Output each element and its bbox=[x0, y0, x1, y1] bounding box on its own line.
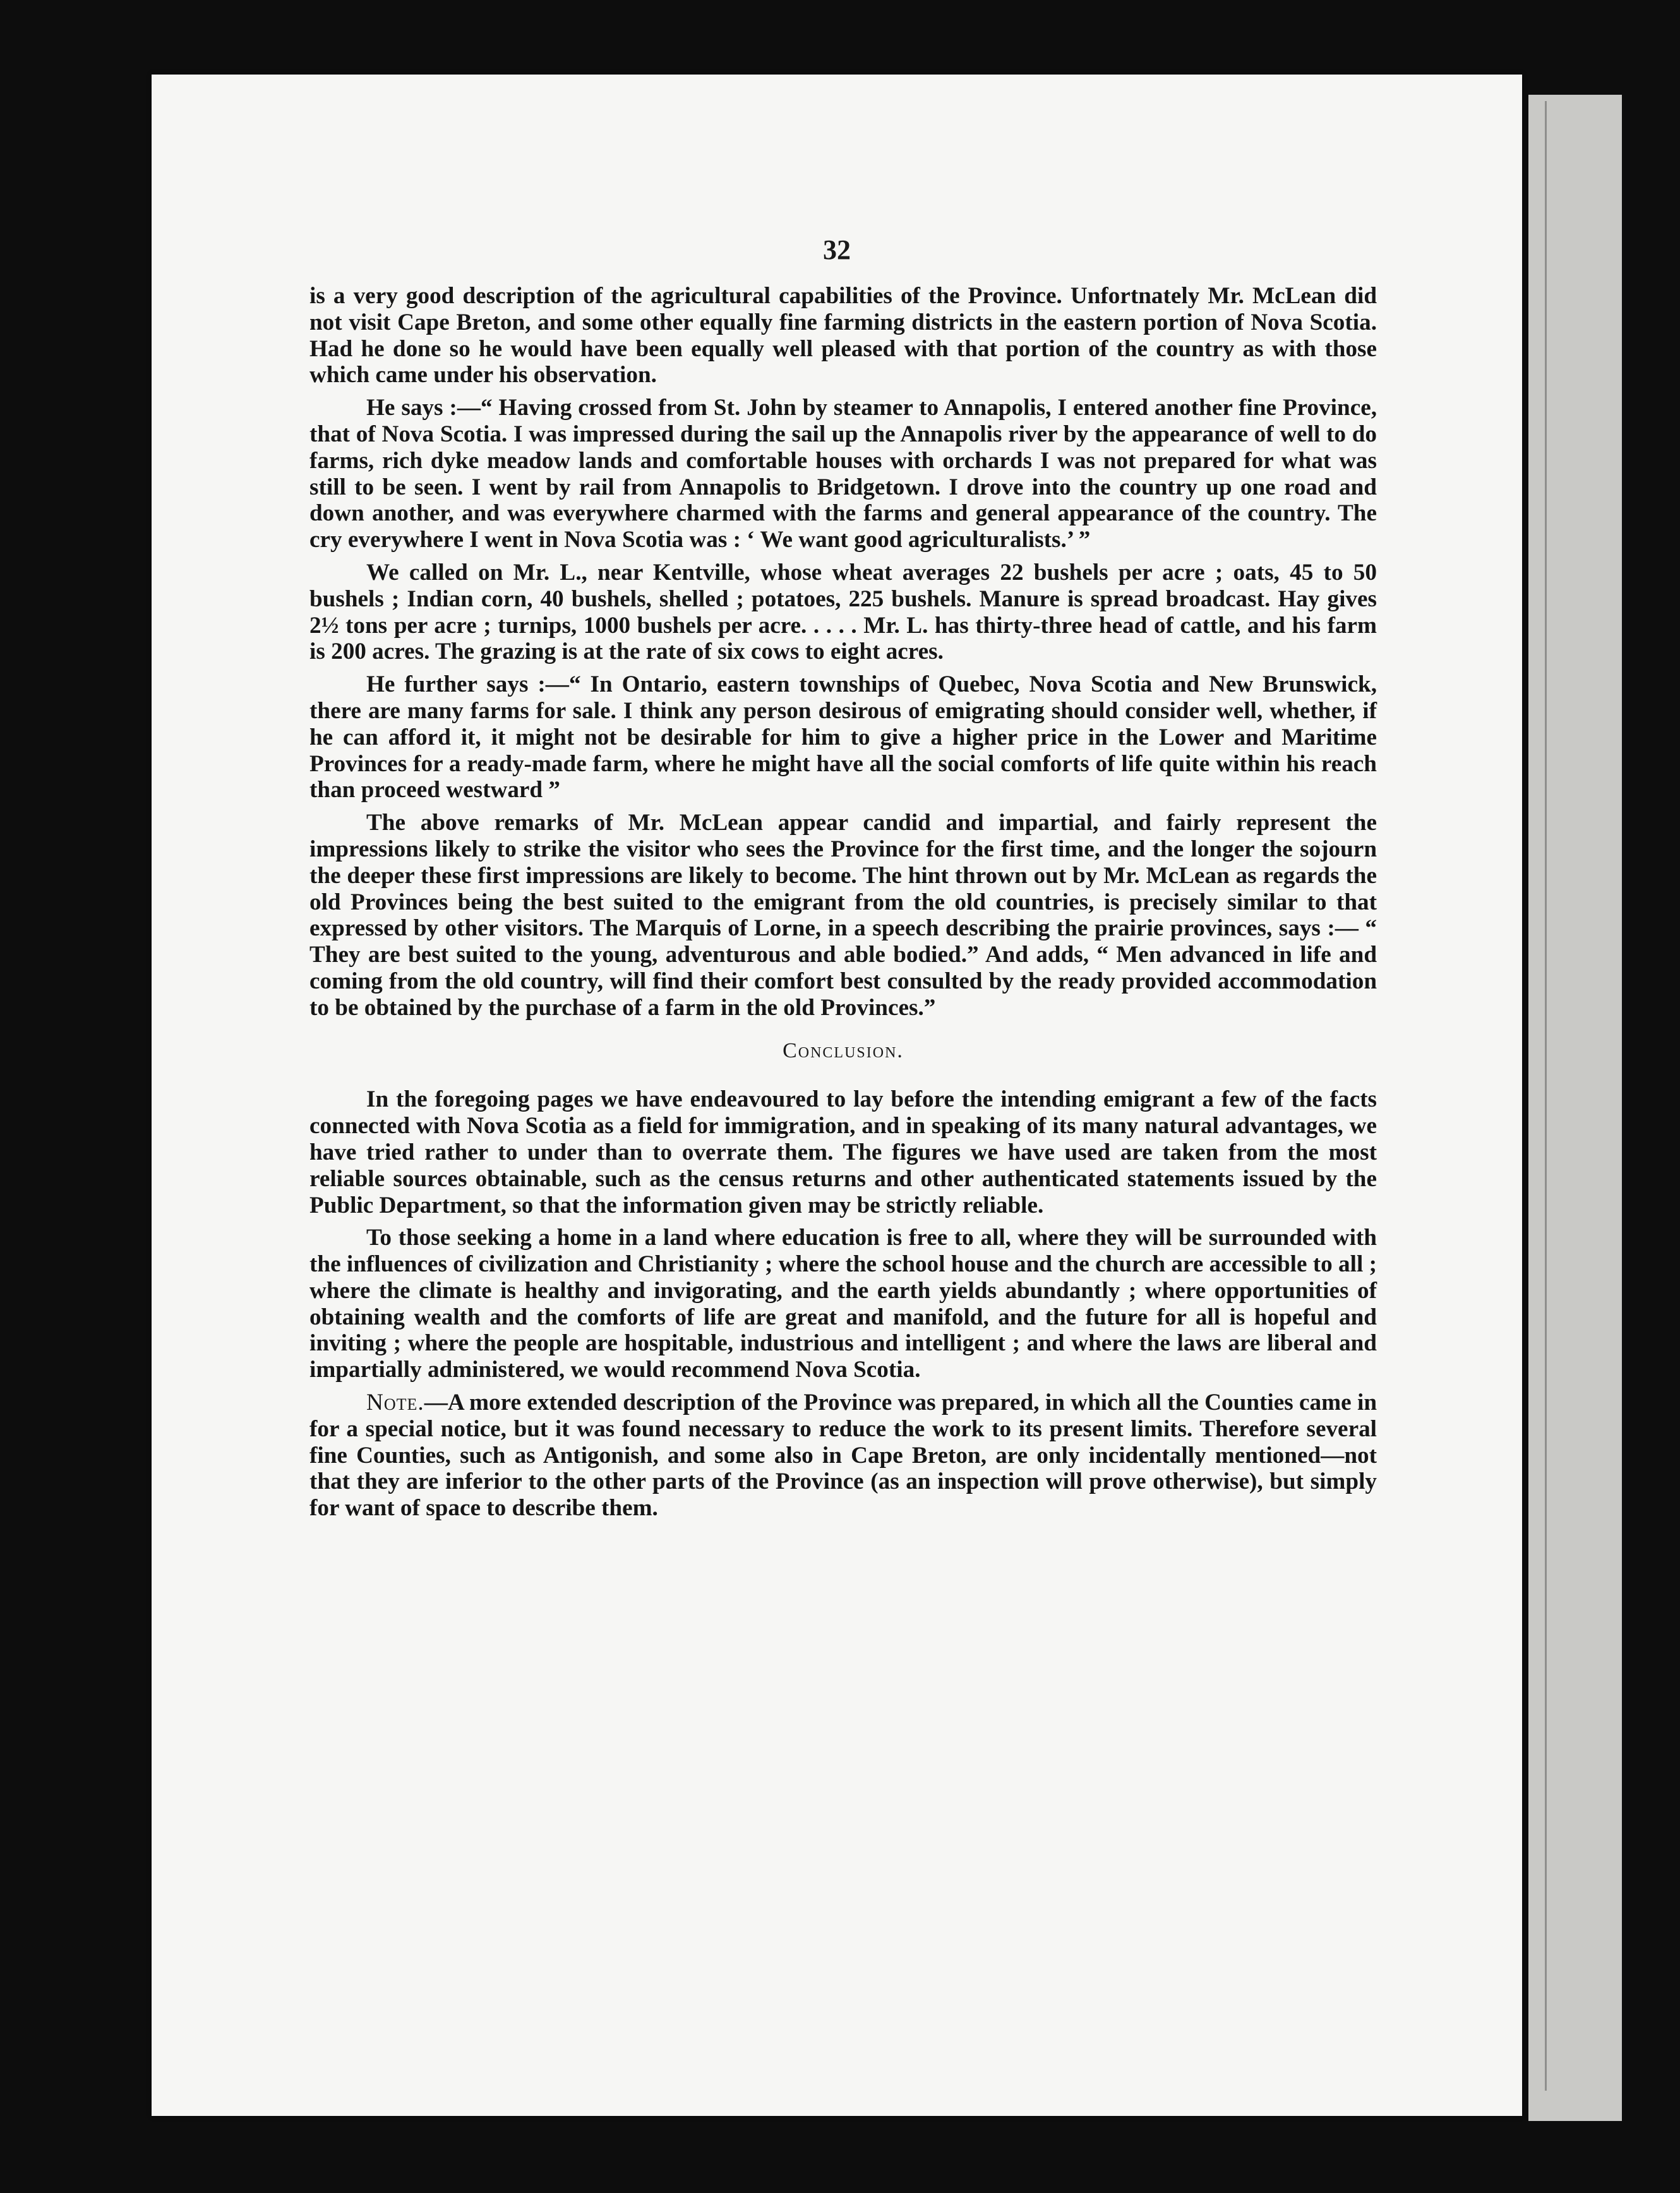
paragraph-remarks-impartial: The above remarks of Mr. McLean appear candid and impartial, and fairly represent the impressions likely to strike the visitor who sees the Province for the first time, and the longer the sojourn the deeper these first impressions are likely to become. The hint thrown out by Mr. McLean as regards the old Provinces being the best suited to the emigrant from the old countries, is precisely similar to that expressed by other visitors. The Marquis of Lorne, in a speech describing the prairie provinces, says :— “ They are best suited to the young, adventurous and able bodied.” And adds, “ Men advanced in life and coming from the old country, will find their comfort best consulted by the ready provided accommodation to be obtained by the purchase of a farm in the old Provinces.” bbox=[309, 810, 1377, 1021]
note-text: —A more extended description of the Province was prepared, in which all the Counties came in for a special notice, but it was found necessary to reduce the work to its present limits. Therefore several fine Counties, such as Antigonish, and some also in Cape Breton, are only incidentally mentioned—not that they are inferior to the other parts of the Province (as an inspection will prove otherwise), but simply for want of space to describe them. bbox=[309, 1390, 1377, 1522]
paragraph-mclean-quote-annapolis: He says :—“ Having crossed from St. John by steamer to Annapolis, I entered another fine Province, that of Nova Scotia. I was impressed during the sail up the Annapolis river by the appearance of well to do farms, rich dyke meadow lands and comfortable houses with orchards I was not prepared for what was still to be seen. I went by rail from Annapolis to Bridgetown. I drove into the country up one road and down another, and was everywhere charmed with the farms and general appearance of the country. The cry everywhere I went in Nova Scotia was : ‘ We want good agriculturalists.’ ” bbox=[309, 395, 1377, 553]
note-label: Note. bbox=[366, 1390, 424, 1416]
page-fold-line bbox=[1545, 101, 1547, 2091]
paragraph-mclean-description: is a very good description of the agricultural capabilities of the Province. Unfortnately Mr. McLean did not visit Cape Breton, and some other equally fine farming districts in the eastern portion of Nova Scotia. Had he done so he would have been equally well pleased with that portion of the country as with those which came under his observation. bbox=[309, 283, 1377, 388]
paragraph-foregoing-pages: In the foregoing pages we have endeavoured to lay before the intending emigrant a few of the facts connected with Nova Scotia as a field for immigration, and in speaking of its many natural advantages, we have tried rather to under than to overrate them. The figures we have used are taken from the most reliable sources obtainable, such as the census returns and other authenticated statements issued by the Public Department, so that the information given may be strictly reliable. bbox=[309, 1086, 1377, 1218]
paragraph-recommend-nova-scotia: To those seeking a home in a land where education is free to all, where they will be surrounded with the influences of civilization and Christianity ; where the school house and the church are accessible to all ; where the climate is healthy and invigorating, and the earth yields abundantly ; where opportunities of obtaining wealth and the comforts of life are great and manifold, and the future for all is hopeful and inviting ; where the people are hospitable, industrious and intelligent ; and where the laws are liberal and impartially administered, we would recommend Nova Scotia. bbox=[309, 1225, 1377, 1383]
paragraph-note bbox=[309, 1390, 1377, 1522]
adjacent-page-edge bbox=[1528, 95, 1622, 2121]
page-number: 32 bbox=[823, 234, 851, 265]
paragraph-farms-for-sale: He further says :—“ In Ontario, eastern townships of Quebec, Nova Scotia and New Brunswick, there are many farms for sale. I think any person desirous of emigrating should consider well, whether, if he can afford it, it might not be desirable for him to give a higher price in the Lower and Maritime Provinces for a ready-made farm, where he might have all the social comforts of life quite within his reach than proceed westward ” bbox=[309, 671, 1377, 803]
paragraph-kentville-farm: We called on Mr. L., near Kentville, whose wheat averages 22 bushels per acre ; oats, 45 to 50 bushels ; Indian corn, 40 bushels, shelled ; potatoes, 225 bushels. Manure is spread broadcast. Hay gives 2½ tons per acre ; turnips, 1000 bushels per acre. . . . . Mr. L. has thirty-three head of cattle, and his farm is 200 acres. The grazing is at the rate of six cows to eight acres. bbox=[309, 559, 1377, 665]
page-body bbox=[309, 283, 1377, 1528]
section-heading-conclusion: Conclusion. bbox=[783, 1038, 904, 1062]
document-page bbox=[152, 75, 1522, 2116]
